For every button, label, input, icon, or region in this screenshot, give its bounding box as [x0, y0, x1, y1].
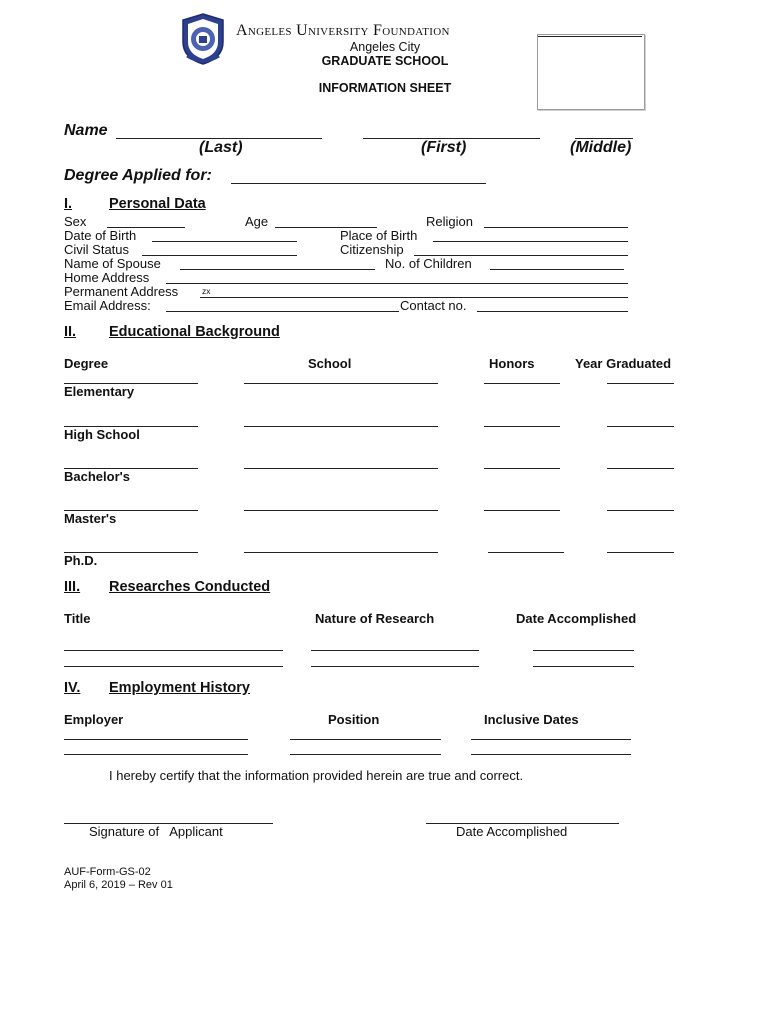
- name-label: Name: [64, 122, 108, 139]
- employer-line-2[interactable]: [64, 754, 248, 755]
- section-1-title: Personal Data: [109, 196, 206, 212]
- middle-name-caption: (Middle): [570, 139, 632, 156]
- inclusive-dates-line-2[interactable]: [471, 754, 631, 755]
- religion-label: Religion: [426, 214, 473, 229]
- age-label: Age: [245, 214, 269, 229]
- date-of-birth-label: Date of Birth: [64, 228, 137, 243]
- bachelors-honors-line[interactable]: [484, 468, 560, 469]
- section-4-title: Employment History: [109, 680, 250, 696]
- degree-applied-label: Degree Applied for:: [64, 167, 212, 184]
- signature-caption: Signature of Applicant: [89, 824, 223, 839]
- certification-statement: I hereby certify that the information provided herein are true and correct.: [109, 768, 524, 783]
- phd-honors-line[interactable]: [488, 552, 564, 553]
- phd-school-line[interactable]: [244, 552, 438, 553]
- level-masters: Master's: [64, 511, 117, 526]
- date-accomplished-caption: Date Accomplished: [456, 824, 568, 839]
- col-nature-of-research: Nature of Research: [315, 611, 435, 626]
- school-label: GRADUATE SCHOOL: [321, 54, 449, 68]
- elementary-year-line[interactable]: [607, 383, 674, 384]
- section-2-title: Educational Background: [109, 324, 280, 340]
- col-research-date: Date Accomplished: [516, 611, 637, 626]
- employer-line-1[interactable]: [64, 739, 248, 740]
- sheet-title: INFORMATION SHEET: [318, 81, 452, 95]
- inclusive-dates-line-1[interactable]: [471, 739, 631, 740]
- elementary-honors-line[interactable]: [484, 383, 560, 384]
- section-4-numeral: IV.: [64, 680, 81, 696]
- date-of-birth-line[interactable]: [152, 241, 297, 242]
- col-research-title: Title: [64, 611, 91, 626]
- level-bachelors: Bachelor's: [64, 469, 130, 484]
- photo-box: [537, 34, 645, 110]
- masters-school-line[interactable]: [244, 510, 438, 511]
- place-of-birth-label: Place of Birth: [340, 228, 418, 243]
- level-high-school: High School: [64, 427, 140, 442]
- elementary-school-line[interactable]: [244, 383, 438, 384]
- research-title-line-1[interactable]: [64, 650, 283, 651]
- masters-year-line[interactable]: [607, 510, 674, 511]
- research-nature-line-2[interactable]: [311, 666, 479, 667]
- research-title-line-2[interactable]: [64, 666, 283, 667]
- masters-honors-line[interactable]: [484, 510, 560, 511]
- position-line-1[interactable]: [290, 739, 441, 740]
- religion-line[interactable]: [484, 227, 628, 228]
- children-line[interactable]: [490, 269, 624, 270]
- first-name-caption: (First): [421, 139, 467, 156]
- col-honors: Honors: [489, 356, 535, 371]
- university-seal-logo: [179, 12, 227, 66]
- highschool-school-line[interactable]: [244, 426, 438, 427]
- section-1-numeral: I.: [64, 196, 73, 212]
- col-degree: Degree: [64, 356, 109, 371]
- col-employer: Employer: [64, 712, 124, 727]
- last-name-caption: (Last): [199, 139, 243, 156]
- research-date-line-2[interactable]: [533, 666, 634, 667]
- civil-status-line[interactable]: [142, 255, 297, 256]
- permanent-address-value[interactable]: zx: [202, 286, 211, 296]
- bachelors-school-line[interactable]: [244, 468, 438, 469]
- spouse-label: Name of Spouse: [64, 256, 161, 271]
- sex-label: Sex: [64, 214, 87, 229]
- research-nature-line-1[interactable]: [311, 650, 479, 651]
- research-date-line-1[interactable]: [533, 650, 634, 651]
- level-phd: Ph.D.: [64, 553, 98, 568]
- section-2-numeral: II.: [64, 324, 77, 340]
- col-year-graduated: Year Graduated: [575, 356, 672, 371]
- spouse-line[interactable]: [180, 269, 375, 270]
- level-elementary: Elementary: [64, 384, 135, 399]
- phd-year-line[interactable]: [607, 552, 674, 553]
- col-position: Position: [328, 712, 380, 727]
- degree-applied-line[interactable]: [231, 183, 486, 184]
- city-label: Angeles City: [349, 40, 421, 54]
- bachelors-year-line[interactable]: [607, 468, 674, 469]
- permanent-address-label: Permanent Address: [64, 284, 179, 299]
- home-address-line[interactable]: [166, 283, 628, 284]
- highschool-year-line[interactable]: [607, 426, 674, 427]
- highschool-honors-line[interactable]: [484, 426, 560, 427]
- col-school: School: [308, 356, 352, 371]
- citizenship-label: Citizenship: [340, 242, 404, 257]
- position-line-2[interactable]: [290, 754, 441, 755]
- home-address-label: Home Address: [64, 270, 150, 285]
- org-name: Angeles University Foundation: [236, 22, 450, 39]
- contact-line[interactable]: [477, 311, 628, 312]
- section-3-numeral: III.: [64, 579, 81, 595]
- contact-label: Contact no.: [400, 298, 467, 313]
- col-inclusive-dates: Inclusive Dates: [484, 712, 579, 727]
- place-of-birth-line[interactable]: [433, 241, 628, 242]
- children-label: No. of Children: [385, 256, 472, 271]
- form-revision: April 6, 2019 – Rev 01: [64, 879, 173, 891]
- civil-status-label: Civil Status: [64, 242, 130, 257]
- email-label: Email Address:: [64, 298, 151, 313]
- email-line[interactable]: [166, 311, 399, 312]
- section-3-title: Researches Conducted: [109, 579, 271, 595]
- form-code: AUF-Form-GS-02: [64, 866, 151, 878]
